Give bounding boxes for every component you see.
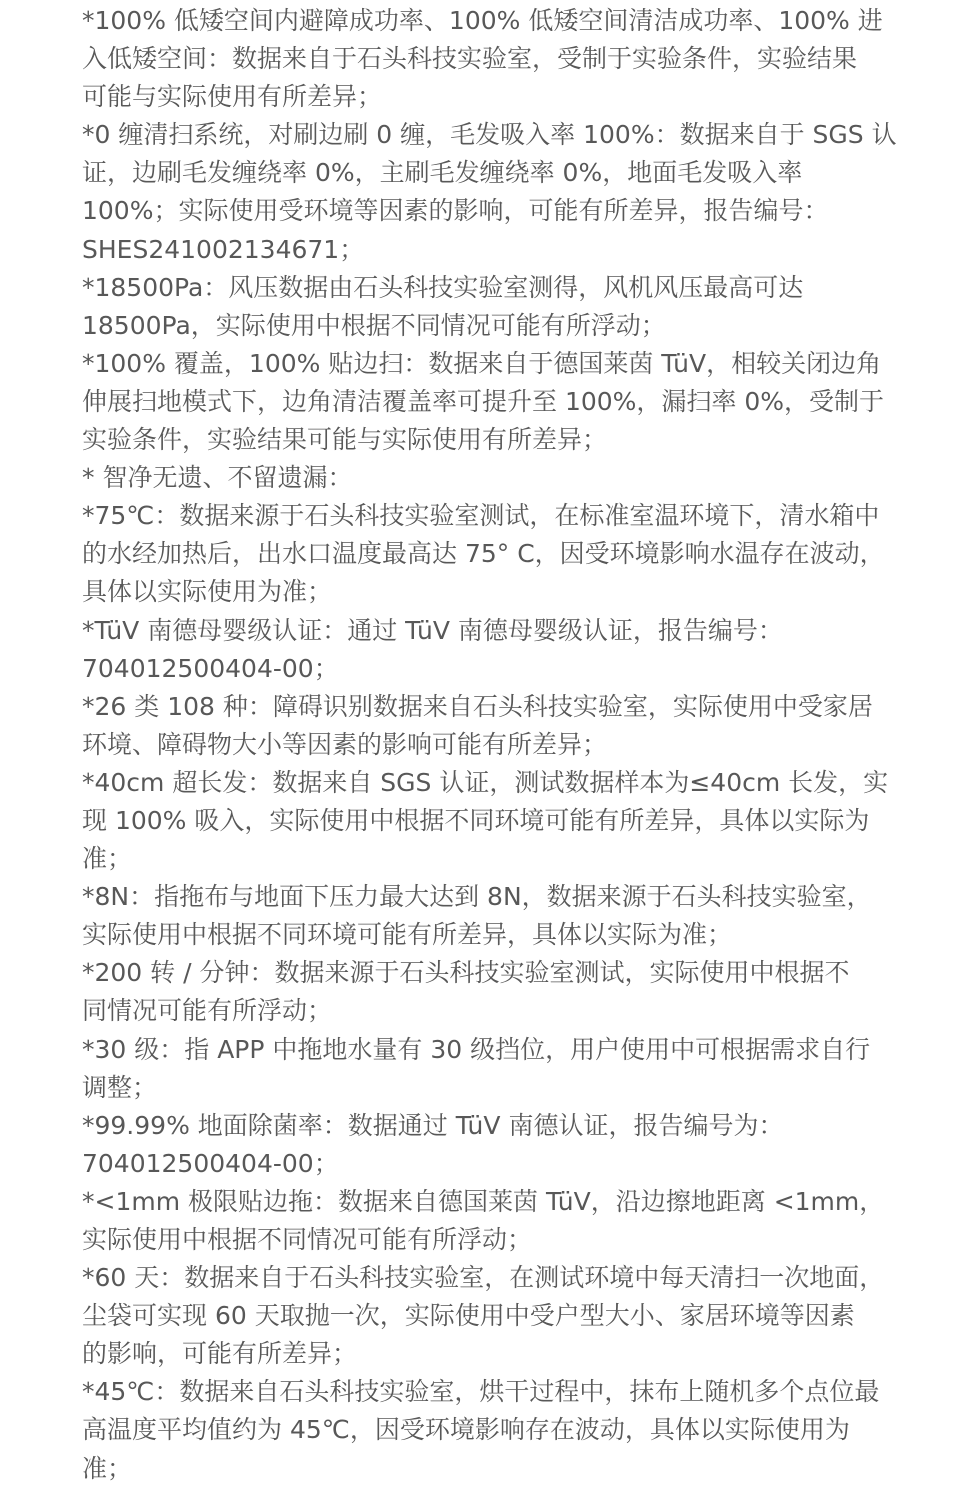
disclaimer-note xyxy=(82,497,898,611)
disclaimer-note xyxy=(82,2,898,116)
disclaimer-note-line: 环境、障碍物大小等因素的影响可能有所差异； xyxy=(82,729,608,759)
disclaimer-note xyxy=(82,764,898,878)
disclaimer-note-line: 入低矮空间：数据来自于石头科技实验室，受制于实验条件，实验结果 xyxy=(82,44,858,74)
disclaimer-note-line: 调整； xyxy=(82,1072,158,1102)
disclaimer-note-line: 证，边刷毛发缠绕率 0%，主刷毛发缠绕率 0%，地面毛发吸入率 xyxy=(82,158,803,188)
disclaimer-note-line: 704012500404-00； xyxy=(82,653,339,683)
disclaimer-note xyxy=(82,1183,898,1259)
disclaimer-note-line: *<1mm 极限贴边拖：数据来自德国莱茵 TüV，沿边擦地距离 <1mm， xyxy=(82,1186,885,1216)
disclaimer-note xyxy=(82,269,898,345)
disclaimer-note-line: *45℃：数据来自石头科技实验室，烘干过程中，抹布上随机多个点位最 xyxy=(82,1377,880,1407)
disclaimer-note-line: 实验条件，实验结果可能与实际使用有所差异； xyxy=(82,425,608,455)
disclaimer-note-line: 可能与实际使用有所差异； xyxy=(82,82,383,112)
disclaimer-note xyxy=(82,116,898,268)
disclaimer-note-line: *30 级：指 APP 中拖地水量有 30 级挡位，用户使用中可根据需求自行 xyxy=(82,1034,871,1064)
disclaimer-note-line: 现 100% 吸入，实际使用中根据不同环境可能有所差异，具体以实际为 xyxy=(82,805,870,835)
disclaimer-note-line: *TüV 南德母婴级认证：通过 TüV 南德母婴级认证，报告编号： xyxy=(82,615,783,645)
disclaimer-note-line: 高温度平均值约为 45℃，因受环境影响存在波动，具体以实际使用为 xyxy=(82,1415,850,1445)
disclaimer-note xyxy=(82,878,898,954)
disclaimer-note-line: 准； xyxy=(82,844,133,874)
disclaimer-note xyxy=(82,1031,898,1107)
disclaimer-note-line: *60 天：数据来自于石头科技实验室，在测试环境中每天清扫一次地面， xyxy=(82,1263,885,1293)
disclaimer-note-line: 实际使用中根据不同环境可能有所差异，具体以实际为准； xyxy=(82,920,733,950)
disclaimer-note-line: 704012500404-00； xyxy=(82,1148,339,1178)
disclaimer-note-line: *100% 覆盖，100% 贴边扫：数据来自于德国莱茵 TüV，相较关闭边角 xyxy=(82,348,882,378)
disclaimer-note xyxy=(82,612,898,688)
disclaimer-note-line: SHES241002134671； xyxy=(82,234,365,264)
disclaimer-note-line: 18500Pa，实际使用中根据不同情况可能有所浮动； xyxy=(82,310,666,340)
disclaimer-notes xyxy=(82,2,898,1488)
disclaimer-note-line: *26 类 108 种：障碍识别数据来自石头科技实验室，实际使用中受家居 xyxy=(82,691,873,721)
disclaimer-note xyxy=(82,1107,898,1183)
disclaimer-note xyxy=(82,954,898,1030)
disclaimer-note xyxy=(82,1373,898,1487)
disclaimer-note-line: * 智净无遗、不留遗漏： xyxy=(82,463,353,493)
disclaimer-note-line: 尘袋可实现 60 天取抛一次，实际使用中受户型大小、家居环境等因素 xyxy=(82,1301,855,1331)
disclaimer-note-line: *75℃：数据来源于石头科技实验室测试，在标准室温环境下，清水箱中 xyxy=(82,501,880,531)
disclaimer-note-line: 的影响，可能有所差异； xyxy=(82,1339,358,1369)
disclaimer-note xyxy=(82,688,898,764)
disclaimer-note-line: 伸展扫地模式下，边角清洁覆盖率可提升至 100%，漏扫率 0%，受制于 xyxy=(82,386,885,416)
disclaimer-note-line: 具体以实际使用为准； xyxy=(82,577,333,607)
disclaimer-note-line: 同情况可能有所浮动； xyxy=(82,996,333,1026)
disclaimer-note-line: *40cm 超长发：数据来自 SGS 认证，测试数据样本为≤40cm 长发，实 xyxy=(82,767,889,797)
disclaimer-note xyxy=(82,1259,898,1373)
disclaimer-note-line: *99.99% 地面除菌率：数据通过 TüV 南德认证，报告编号为： xyxy=(82,1110,784,1140)
disclaimer-note-line: 的水经加热后，出水口温度最高达 75° C，因受环境影响水温存在波动， xyxy=(82,539,885,569)
disclaimer-note-line: 准； xyxy=(82,1453,133,1483)
disclaimer-note-line: *200 转 / 分钟：数据来源于石头科技实验室测试，实际使用中根据不 xyxy=(82,958,850,988)
disclaimer-note-line: *18500Pa：风压数据由石头科技实验室测得，风机风压最高可达 xyxy=(82,272,804,302)
disclaimer-note-line: *8N：指拖布与地面下压力最大达到 8N，数据来源于石头科技实验室， xyxy=(82,882,872,912)
disclaimer-note-line: 100%；实际使用受环境等因素的影响，可能有所差异，报告编号： xyxy=(82,196,829,226)
disclaimer-note-line: 实际使用中根据不同情况可能有所浮动； xyxy=(82,1225,533,1254)
disclaimer-note xyxy=(82,345,898,459)
disclaimer-note-line: *100% 低矮空间内避障成功率、100% 低矮空间清洁成功率、100% 进 xyxy=(82,6,883,35)
disclaimer-note-line: *0 缠清扫系统，对刷边刷 0 缠，毛发吸入率 100%：数据来自于 SGS 认 xyxy=(82,120,897,150)
disclaimer-note xyxy=(82,459,898,497)
